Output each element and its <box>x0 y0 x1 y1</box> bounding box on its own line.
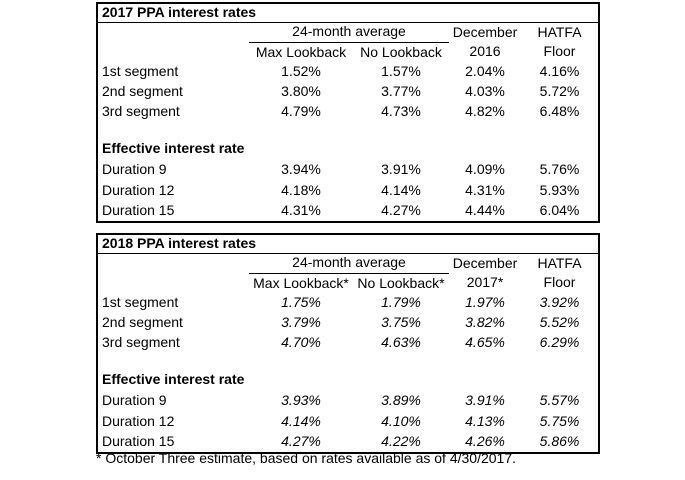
table-row <box>97 62 599 82</box>
cell-value: 4.18% <box>281 181 321 198</box>
row-label: 3rd segment <box>102 334 180 351</box>
cell-value: 3.94% <box>281 160 321 177</box>
column-header-december-year: 2017* <box>466 274 504 291</box>
table-row <box>97 22 599 42</box>
column-header-hatfa-floor: Floor <box>543 43 576 60</box>
cell-value: 4.82% <box>465 103 505 120</box>
table-row <box>97 82 599 102</box>
cell-value: 4.79% <box>281 103 321 120</box>
column-header-max-lookback: Max Lookback <box>255 43 347 60</box>
cell-value: 4.31% <box>465 181 505 198</box>
table-row <box>97 102 599 122</box>
row-label: 2nd segment <box>102 83 183 100</box>
row-label: 3rd segment <box>102 103 180 120</box>
table-row <box>97 159 599 180</box>
cell-value: 6.48% <box>539 103 580 120</box>
section-header-effective-rate: Effective interest rate <box>102 140 245 157</box>
cell-value: 4.44% <box>465 202 505 219</box>
footnote-text: * October Three estimate, based on rates available as of 4/30/2017. <box>96 450 516 466</box>
cell-value: 1.52% <box>281 63 321 80</box>
cell-value: 5.75% <box>539 412 580 429</box>
span-header-24-month: 24-month average <box>249 22 449 42</box>
table-row <box>97 390 599 411</box>
spacer-row <box>97 122 599 139</box>
row-label: Duration 9 <box>102 160 167 177</box>
table-row <box>97 42 599 62</box>
cell-value: 3.79% <box>281 314 321 331</box>
cell-value: 3.91% <box>381 160 421 177</box>
cell-value: 4.14% <box>381 181 421 198</box>
cell-value: 3.92% <box>539 294 580 311</box>
column-header-december-year: 2016 <box>469 43 501 60</box>
table-row <box>97 201 599 222</box>
cell-value: 1.79% <box>381 294 421 311</box>
column-header-hatfa: HATFA <box>537 23 582 40</box>
column-header-hatfa: HATFA <box>537 254 582 271</box>
cell-value: 5.72% <box>539 83 580 100</box>
cell-value: 1.97% <box>465 294 505 311</box>
cell-value: 5.76% <box>539 160 580 177</box>
row-label: 1st segment <box>102 294 179 311</box>
cell-value: 4.27% <box>281 433 321 450</box>
cell-value: 4.26% <box>465 433 505 450</box>
empty-cell <box>97 42 249 62</box>
cell-value: 5.57% <box>539 391 580 408</box>
table-row <box>97 411 599 432</box>
cell-value: 6.29% <box>539 334 580 351</box>
table-row <box>97 253 599 273</box>
column-header-no-lookback: No Lookback* <box>357 274 445 291</box>
column-header-december: December <box>452 254 518 271</box>
row-label: 2nd segment <box>102 314 183 331</box>
cell-value: 1.75% <box>281 294 321 311</box>
column-header-no-lookback: No Lookback <box>360 43 442 60</box>
spacer-row <box>97 353 599 370</box>
cell-value: 4.27% <box>381 202 421 219</box>
cell-value: 4.22% <box>381 433 421 450</box>
cell-value: 4.09% <box>465 160 505 177</box>
cell-value: 3.89% <box>381 391 421 408</box>
table-row <box>97 3 599 22</box>
cell-value: 3.80% <box>281 83 321 100</box>
cell-value: 4.13% <box>465 412 505 429</box>
table-title-2017: 2017 PPA interest rates <box>97 3 599 22</box>
table-row <box>97 139 599 159</box>
cell-value: 4.16% <box>539 63 580 80</box>
table-title-2018: 2018 PPA interest rates <box>97 234 599 253</box>
column-header-max-lookback: Max Lookback* <box>253 274 349 291</box>
row-label: Duration 9 <box>102 391 167 408</box>
cell-value: 1.57% <box>381 63 421 80</box>
row-label: Duration 15 <box>102 202 175 219</box>
cell-value: 3.82% <box>465 314 505 331</box>
table-row <box>97 180 599 201</box>
cell-value: 4.03% <box>465 83 505 100</box>
span-header-24-month: 24-month average <box>249 253 449 273</box>
empty-cell <box>97 353 599 370</box>
cell-value: 5.52% <box>539 314 580 331</box>
row-label: 1st segment <box>102 63 179 80</box>
cell-value: 2.04% <box>465 63 505 80</box>
cell-value: 5.93% <box>539 181 580 198</box>
cell-value: 4.70% <box>281 334 321 351</box>
table-row <box>97 370 599 390</box>
empty-cell <box>97 22 249 42</box>
row-label: Duration 12 <box>102 181 175 198</box>
empty-cell <box>97 273 249 293</box>
cell-value: 4.31% <box>281 202 321 219</box>
cell-value: 4.10% <box>381 412 421 429</box>
table-row <box>97 333 599 353</box>
ppa-2018-table <box>96 233 600 454</box>
table-row <box>97 273 599 293</box>
cell-value: 4.14% <box>281 412 321 429</box>
table-row <box>97 313 599 333</box>
cell-value: 4.65% <box>465 334 505 351</box>
cell-value: 6.04% <box>539 202 580 219</box>
ppa-2017-table <box>96 2 600 223</box>
column-header-hatfa-floor: Floor <box>543 274 576 291</box>
cell-value: 5.86% <box>539 433 580 450</box>
column-header-december: December <box>452 23 518 40</box>
table-row <box>97 234 599 253</box>
cell-value: 4.63% <box>381 334 421 351</box>
empty-cell <box>97 253 249 273</box>
cell-value: 3.75% <box>381 314 421 331</box>
table-row <box>97 293 599 313</box>
cell-value: 3.77% <box>381 83 421 100</box>
cell-value: 4.73% <box>381 103 421 120</box>
row-label: Duration 15 <box>102 433 175 450</box>
cell-value: 3.91% <box>465 391 505 408</box>
cell-value: 3.93% <box>281 391 321 408</box>
section-header-effective-rate: Effective interest rate <box>102 371 245 388</box>
empty-cell <box>97 122 599 139</box>
row-label: Duration 12 <box>102 412 175 429</box>
